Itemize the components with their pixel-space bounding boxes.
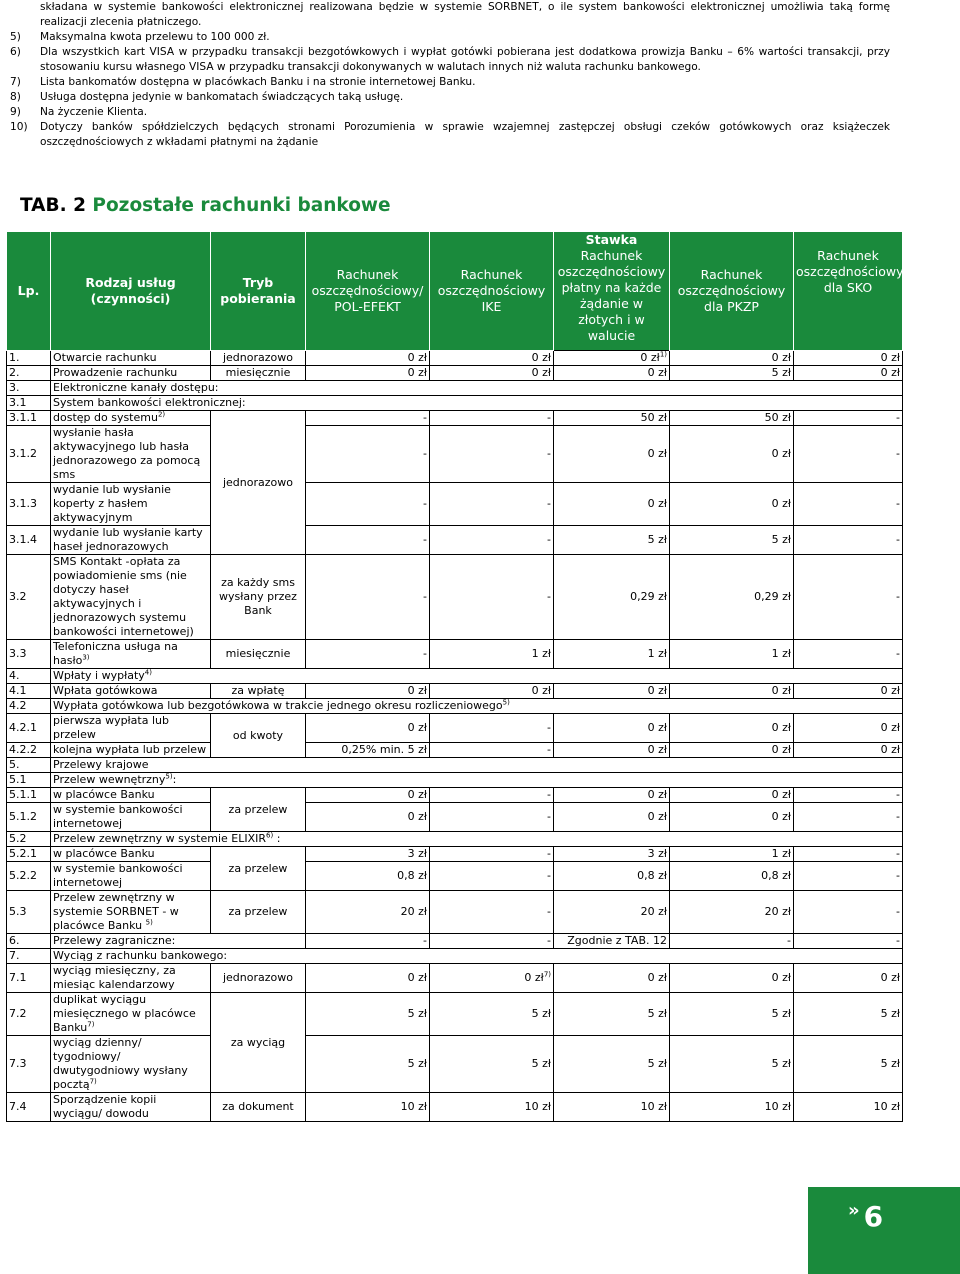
- row-name: w systemie bankowości internetowej: [51, 862, 211, 891]
- row-val: 0 zł: [554, 964, 670, 993]
- row-name: SMS Kontakt -opłata za powiadomienie sms (nie dotyczy haseł aktywacyjnych i jednorazowych systemu bankowości internetowej): [51, 555, 211, 640]
- row-val: -: [794, 862, 903, 891]
- row-val: 0 zł: [306, 351, 430, 366]
- row-val: -: [794, 934, 903, 949]
- row-val: 5 zł: [430, 993, 554, 1036]
- table-row: [7, 426, 903, 483]
- row-val: 0 $zł^{7)}$: [430, 964, 554, 993]
- row-val: 5 zł: [670, 1036, 794, 1093]
- row-val: 10 zł: [794, 1093, 903, 1122]
- row-val: 3 zł: [306, 847, 430, 862]
- row-lp: 5.2.1: [7, 847, 51, 862]
- row-val: 0 zł: [554, 743, 670, 758]
- row-val: 0 zł: [306, 684, 430, 699]
- row-val: 0 zł: [794, 714, 903, 743]
- row-name: dostęp do systemu$^{2)}$: [51, 411, 211, 426]
- row-lp: 3.1.2: [7, 426, 51, 483]
- table-title: [20, 195, 391, 216]
- row-val: -: [794, 555, 903, 640]
- header-col4: Rachunek oszczędnościowy dla PKZP: [670, 232, 794, 351]
- row-mode: za przelew: [211, 891, 306, 934]
- row-lp: 5.2.2: [7, 862, 51, 891]
- table-row: [7, 684, 903, 699]
- row-val: 0 zł: [794, 964, 903, 993]
- row-name: Wpłaty i wypłaty$^{4)}$: [51, 669, 903, 684]
- header-col5: Rachunek oszczędnościowy dla SKO: [794, 232, 903, 351]
- header-row: [7, 232, 903, 351]
- row-val: 5 zł: [670, 526, 794, 555]
- row-name: Wyciąg z rachunku bankowego:: [51, 949, 903, 964]
- row-val: 0 zł: [430, 684, 554, 699]
- row-val: 0 zł: [430, 366, 554, 381]
- row-val: -: [430, 788, 554, 803]
- row-name: Prowadzenie rachunku: [51, 366, 211, 381]
- row-val: -: [430, 555, 554, 640]
- row-val: 5 zł: [430, 1036, 554, 1093]
- row-val: 0 zł: [670, 788, 794, 803]
- row-mode: za przelew: [211, 847, 306, 891]
- section-row: [7, 832, 903, 847]
- row-name: wydanie lub wysłanie karty haseł jednorazowych: [51, 526, 211, 555]
- row-name: wyciąg miesięczny, za miesiąc kalendarzowy: [51, 964, 211, 993]
- table-row: [7, 351, 903, 366]
- header-mode: Tryb pobierania: [211, 232, 306, 351]
- row-val: 0 zł: [554, 483, 670, 526]
- row-val: Zgodnie z TAB. 12: [554, 934, 670, 949]
- row-lp: 3.1.1: [7, 411, 51, 426]
- row-name: Przelew wewnętrzny$^{5)}$:: [51, 773, 903, 788]
- row-lp: 1.: [7, 351, 51, 366]
- row-val: -: [794, 803, 903, 832]
- row-val: -: [306, 555, 430, 640]
- table-caption: Pozostałe rachunki bankowe: [92, 195, 391, 216]
- header-col1: Rachunek oszczędnościowy/ POL-EFEKT: [306, 232, 430, 351]
- row-lp: 7.4: [7, 1093, 51, 1122]
- row-val: -: [430, 743, 554, 758]
- row-val: 0 zł: [554, 426, 670, 483]
- row-val: 0 zł: [306, 714, 430, 743]
- row-val: 0,29 zł: [670, 555, 794, 640]
- row-val: 1 zł: [670, 847, 794, 862]
- row-val: -: [430, 483, 554, 526]
- row-val: 5 zł: [306, 993, 430, 1036]
- section-row: [7, 773, 903, 788]
- table-row: [7, 993, 903, 1036]
- row-val: 1 zł: [554, 640, 670, 669]
- row-val: 0 zł: [670, 803, 794, 832]
- row-mode: jednorazowo: [211, 964, 306, 993]
- row-name: wydanie lub wysłanie koperty z hasłem aktywacyjnym: [51, 483, 211, 526]
- row-val: 5 zł: [794, 1036, 903, 1093]
- row-val: 20 zł: [306, 891, 430, 934]
- row-val: -: [794, 526, 903, 555]
- row-val: -: [794, 483, 903, 526]
- section-row: [7, 669, 903, 684]
- table-row: [7, 526, 903, 555]
- row-val: 0 zł: [306, 964, 430, 993]
- row-name: System bankowości elektronicznej:: [51, 396, 903, 411]
- table-row: [7, 411, 903, 426]
- section-row: [7, 758, 903, 773]
- header-col3-label: Rachunek oszczędnościowy płatny na każde żądanie w złotych i w walucie: [557, 248, 666, 343]
- table-row: [7, 483, 903, 526]
- row-val: 10 zł: [670, 1093, 794, 1122]
- row-val: 0 zł: [794, 743, 903, 758]
- table-row: [7, 803, 903, 832]
- row-val: 0,8 zł: [670, 862, 794, 891]
- row-val: 10 zł: [306, 1093, 430, 1122]
- row-val: 0 zł: [554, 366, 670, 381]
- row-lp: 3.1: [7, 396, 51, 411]
- note-10: 10) Dotyczy banków spółdzielczych będących stronami Porozumienia w sprawie wzajemnej zastępczej obsługi czeków gotówkowych oraz książeczek oszczędnościowych z wkładami płatnymi na żądanie: [10, 121, 890, 148]
- row-name: Telefoniczna usługa na hasło$^{3)}$: [51, 640, 211, 669]
- row-val: 0 zł: [306, 366, 430, 381]
- row-mode: jednorazowo: [211, 351, 306, 366]
- row-lp: 4.1: [7, 684, 51, 699]
- row-mode: miesięcznie: [211, 366, 306, 381]
- section-row: [7, 396, 903, 411]
- row-lp: 5.2: [7, 832, 51, 847]
- row-val: 20 zł: [554, 891, 670, 934]
- row-name: Elektroniczne kanały dostępu:: [51, 381, 903, 396]
- row-lp: 7.2: [7, 993, 51, 1036]
- table-row: [7, 366, 903, 381]
- row-val: 0 zł: [554, 788, 670, 803]
- row-mode: jednorazowo: [211, 411, 306, 555]
- row-val: 0 zł: [794, 684, 903, 699]
- row-val: -: [794, 847, 903, 862]
- table-row: [7, 934, 903, 949]
- row-name: w placówce Banku: [51, 847, 211, 862]
- row-val: -: [794, 788, 903, 803]
- section-row: [7, 381, 903, 396]
- table-row: [7, 1036, 903, 1093]
- header-col3: [554, 232, 670, 351]
- row-name: duplikat wyciągu miesięcznego w placówce Banku$^{7)}$: [51, 993, 211, 1036]
- row-name: Wypłata gotówkowa lub bezgotówkowa w trakcie jednego okresu rozliczeniowego$^{5)}$: [51, 699, 903, 714]
- row-mode: za przelew: [211, 788, 306, 832]
- row-lp: 2.: [7, 366, 51, 381]
- page-number-box: [808, 1187, 960, 1274]
- row-lp: 5.: [7, 758, 51, 773]
- row-name: Przelew zewnętrzny w systemie ELIXIR$^{6)}$ :: [51, 832, 903, 847]
- row-val: 0 zł: [306, 788, 430, 803]
- row-val: -: [430, 526, 554, 555]
- row-mode: od kwoty: [211, 714, 306, 758]
- table-row: [7, 1093, 903, 1122]
- row-name: Sporządzenie kopii wyciągu/ dowodu: [51, 1093, 211, 1122]
- section-row: [7, 949, 903, 964]
- row-val: 0 zł: [670, 743, 794, 758]
- row-mode: za każdy sms wysłany przez Bank: [211, 555, 306, 640]
- row-name: pierwsza wypłata lub przelew: [51, 714, 211, 743]
- row-val: 0,29 zł: [554, 555, 670, 640]
- row-val: 0 zł: [670, 714, 794, 743]
- row-lp: 5.3: [7, 891, 51, 934]
- page-number-value: 6: [863, 1200, 884, 1233]
- row-lp: 4.: [7, 669, 51, 684]
- row-mode: za wpłatę: [211, 684, 306, 699]
- row-val: -: [670, 934, 794, 949]
- row-name: Otwarcie rachunku: [51, 351, 211, 366]
- note-5: 5) Maksymalna kwota przelewu to 100 000 zł.: [10, 31, 270, 43]
- header-lp: Lp.: [7, 232, 51, 351]
- row-val: -: [306, 640, 430, 669]
- row-name: wysłanie hasła aktywacyjnego lub hasła jednorazowego za pomocą sms: [51, 426, 211, 483]
- page-number: [848, 1200, 883, 1233]
- row-val: 1 zł: [670, 640, 794, 669]
- row-lp: 3.2: [7, 555, 51, 640]
- row-val: 0 zł: [670, 351, 794, 366]
- table-row: [7, 714, 903, 743]
- fees-table: [6, 231, 903, 1122]
- row-mode: za dokument: [211, 1093, 306, 1122]
- row-lp: 3.3: [7, 640, 51, 669]
- row-val: 0,8 zł: [554, 862, 670, 891]
- row-lp: 4.2.1: [7, 714, 51, 743]
- row-val: 0 zł: [794, 351, 903, 366]
- table-row: [7, 743, 903, 758]
- row-val: -: [430, 426, 554, 483]
- row-val: 3 zł: [554, 847, 670, 862]
- row-name: wyciąg dzienny/ tygodniowy/ dwutygodniowy wysłany pocztą$^{7)}$: [51, 1036, 211, 1093]
- row-mode: za wyciąg: [211, 993, 306, 1093]
- row-val: -: [794, 640, 903, 669]
- chevron-right-icon: »: [848, 1200, 860, 1221]
- row-val: 0 zł: [794, 366, 903, 381]
- row-val: 50 zł: [670, 411, 794, 426]
- row-val: 0 zł: [670, 426, 794, 483]
- table-row: [7, 555, 903, 640]
- row-val: 1 zł: [430, 640, 554, 669]
- row-lp: 3.1.4: [7, 526, 51, 555]
- row-val: 5 zł: [306, 1036, 430, 1093]
- table-row: [7, 862, 903, 891]
- row-val: 0 zł: [554, 714, 670, 743]
- table-number: TAB. 2: [20, 195, 86, 216]
- header-stawka: Stawka: [585, 232, 638, 247]
- row-val: -: [430, 411, 554, 426]
- row-lp: 7.1: [7, 964, 51, 993]
- row-val: -: [306, 526, 430, 555]
- row-val: -: [430, 891, 554, 934]
- row-val: -: [306, 934, 430, 949]
- row-name: Wpłata gotówkowa: [51, 684, 211, 699]
- row-val: 0 zł: [306, 803, 430, 832]
- note-6: 6) Dla wszystkich kart VISA w przypadku transakcji bezgotówkowych i wypłat gotówki pobierana jest dodatkowa prowizja Banku – 6% wartości transakcji, przy stosowaniu kursu własnego VISA w przypadku transakcji dokonywanych w walutach innych niż waluta rachunku bankowego.: [10, 46, 890, 73]
- row-val: 0 zł: [554, 803, 670, 832]
- row-val: -: [306, 411, 430, 426]
- row-name: Przelew zewnętrzny w systemie SORBNET - w placówce Banku $^{5)}$: [51, 891, 211, 934]
- table-row: [7, 847, 903, 862]
- row-val: 5 zł: [554, 526, 670, 555]
- row-lp: 5.1: [7, 773, 51, 788]
- row-val: -: [306, 426, 430, 483]
- row-val: -: [430, 862, 554, 891]
- row-mode: miesięcznie: [211, 640, 306, 669]
- row-lp: 7.3: [7, 1036, 51, 1093]
- row-lp: 5.1.1: [7, 788, 51, 803]
- row-val: 0 zł: [430, 351, 554, 366]
- row-name: Przelewy krajowe: [51, 758, 903, 773]
- row-lp: 3.: [7, 381, 51, 396]
- row-val: 5 zł: [670, 993, 794, 1036]
- row-val: -: [306, 483, 430, 526]
- row-lp: 4.2: [7, 699, 51, 714]
- row-val: 20 zł: [670, 891, 794, 934]
- header-service: Rodzaj usług (czynności): [51, 232, 211, 351]
- note-continued: składana w systemie bankowości elektronicznej realizowana będzie w systemie SORBNET, o ile system bankowości elektronicznej umożliwia taką formę realizacji zlecenia płatniczego.: [40, 1, 890, 28]
- row-val: 0 zł: [670, 684, 794, 699]
- row-val: 0 zł: [670, 483, 794, 526]
- row-val: -: [430, 934, 554, 949]
- row-val: -: [794, 891, 903, 934]
- header-col2: Rachunek oszczędnościowy IKE: [430, 232, 554, 351]
- row-lp: 7.: [7, 949, 51, 964]
- table-row: [7, 964, 903, 993]
- row-val: 10 zł: [430, 1093, 554, 1122]
- row-val: -: [430, 847, 554, 862]
- row-val: -: [430, 714, 554, 743]
- row-val: -: [794, 411, 903, 426]
- row-val: 0,8 zł: [306, 862, 430, 891]
- row-lp: 4.2.2: [7, 743, 51, 758]
- row-val: 0 zł: [554, 684, 670, 699]
- row-val: 5 zł: [670, 366, 794, 381]
- row-val: 5 zł: [554, 1036, 670, 1093]
- row-val: -: [430, 803, 554, 832]
- note-8: 8) Usługa dostępna jedynie w bankomatach świadczących taką usługę.: [10, 91, 404, 103]
- table-row: [7, 640, 903, 669]
- row-name: w placówce Banku: [51, 788, 211, 803]
- row-val: 50 zł: [554, 411, 670, 426]
- row-val: 5 zł: [554, 993, 670, 1036]
- table-row: [7, 891, 903, 934]
- row-name: Przelewy zagraniczne:: [51, 934, 306, 949]
- row-lp: 6.: [7, 934, 51, 949]
- row-name: kolejna wypłata lub przelew: [51, 743, 211, 758]
- row-val: -: [794, 426, 903, 483]
- row-val: 0 zł: [670, 964, 794, 993]
- row-val: 5 zł: [794, 993, 903, 1036]
- row-lp: 3.1.3: [7, 483, 51, 526]
- row-val: 0,25% min. 5 zł: [306, 743, 430, 758]
- table-row: [7, 788, 903, 803]
- note-9: 9) Na życzenie Klienta.: [10, 106, 148, 118]
- row-val: 0 $zł^{1)}$: [554, 351, 670, 366]
- row-val: 10 zł: [554, 1093, 670, 1122]
- section-row: [7, 699, 903, 714]
- footnotes: [10, 0, 890, 150]
- row-name: w systemie bankowości internetowej: [51, 803, 211, 832]
- row-lp: 5.1.2: [7, 803, 51, 832]
- note-7: 7) Lista bankomatów dostępna w placówkach Banku i na stronie internetowej Banku.: [10, 76, 476, 88]
